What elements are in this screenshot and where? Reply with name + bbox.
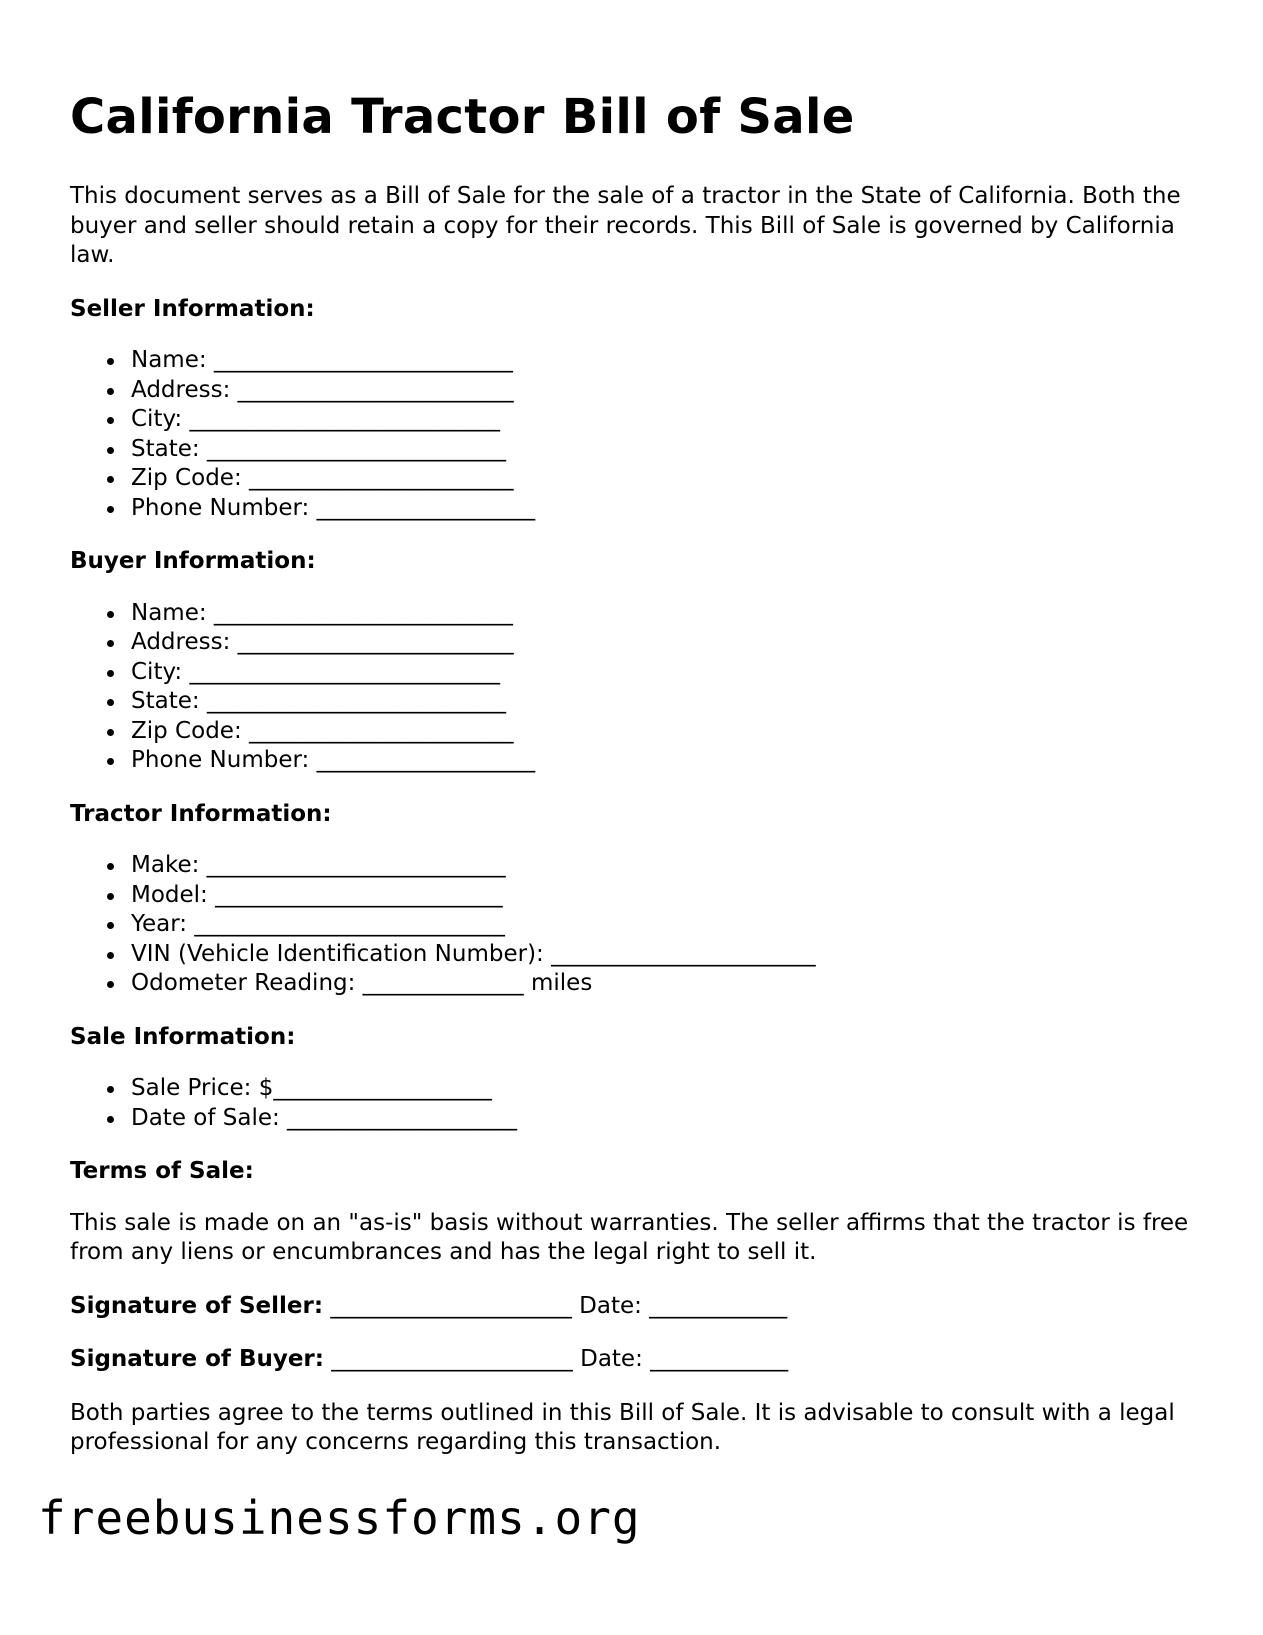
seller-name-field: Name: __________________________ bbox=[131, 346, 1200, 376]
seller-address-field: Address: ________________________ bbox=[131, 376, 1200, 406]
buyer-name-field: Name: __________________________ bbox=[131, 599, 1200, 629]
seller-city-field: City: ___________________________ bbox=[131, 405, 1200, 435]
tractor-model-field: Model: _________________________ bbox=[131, 881, 1200, 911]
terms-paragraph: This sale is made on an "as-is" basis without warranties. The seller affirms that the tractor is free from any liens or encumbrances and has the legal right to sell it. bbox=[70, 1209, 1189, 1265]
document-page bbox=[70, 86, 1200, 1458]
tractor-year-field: Year: ___________________________ bbox=[131, 910, 1200, 940]
seller-signature-blanks: _____________________ Date: ____________ bbox=[323, 1292, 788, 1319]
buyer-signature-label: Signature of Buyer: bbox=[70, 1346, 324, 1372]
seller-fields bbox=[70, 346, 1200, 523]
buyer-heading: Buyer Information: bbox=[70, 548, 316, 574]
seller-heading: Seller Information: bbox=[70, 295, 315, 322]
buyer-city-field: City: ___________________________ bbox=[131, 658, 1200, 688]
seller-zip-field: Zip Code: _______________________ bbox=[131, 464, 1200, 494]
buyer-signature-blanks: _____________________ Date: ____________ bbox=[323, 1346, 789, 1372]
sale-fields bbox=[70, 1074, 1200, 1133]
tractor-fields bbox=[70, 851, 1200, 999]
buyer-state-field: State: __________________________ bbox=[131, 687, 1200, 717]
buyer-address-field: Address: ________________________ bbox=[131, 628, 1200, 658]
sale-price-field: Sale Price: $___________________ bbox=[131, 1074, 1200, 1104]
buyer-zip-field: Zip Code: _______________________ bbox=[131, 717, 1200, 747]
seller-state-field: State: __________________________ bbox=[131, 435, 1200, 465]
seller-signature-label: Signature of Seller: bbox=[70, 1292, 324, 1319]
seller-phone-field: Phone Number: ___________________ bbox=[131, 494, 1200, 524]
tractor-make-field: Make: __________________________ bbox=[131, 851, 1200, 881]
intro-paragraph: This document serves as a Bill of Sale for the sale of a tractor in the State of California. Both the buyer and seller should retain a copy for their records. This Bill of Sale is governed by California law. bbox=[70, 183, 1181, 268]
document-title: California Tractor Bill of Sale bbox=[70, 89, 855, 145]
tractor-heading: Tractor Information: bbox=[70, 800, 332, 827]
tractor-vin-field: VIN (Vehicle Identification Number): _______________________ bbox=[131, 940, 1200, 970]
buyer-signature-line bbox=[70, 1345, 1200, 1375]
sale-date-field: Date of Sale: ____________________ bbox=[131, 1104, 1200, 1134]
tractor-odometer-field: Odometer Reading: ______________ miles bbox=[131, 969, 1200, 999]
buyer-fields bbox=[70, 599, 1200, 776]
buyer-phone-field: Phone Number: ___________________ bbox=[131, 746, 1200, 776]
closing-paragraph: Both parties agree to the terms outlined in this Bill of Sale. It is advisable to consult with a legal professional for any concerns regarding this transaction. bbox=[70, 1399, 1175, 1455]
seller-signature-line bbox=[70, 1292, 1200, 1322]
terms-heading: Terms of Sale: bbox=[70, 1158, 254, 1184]
site-watermark: freebusinessforms.org bbox=[38, 1491, 641, 1545]
sale-heading: Sale Information: bbox=[70, 1023, 296, 1050]
